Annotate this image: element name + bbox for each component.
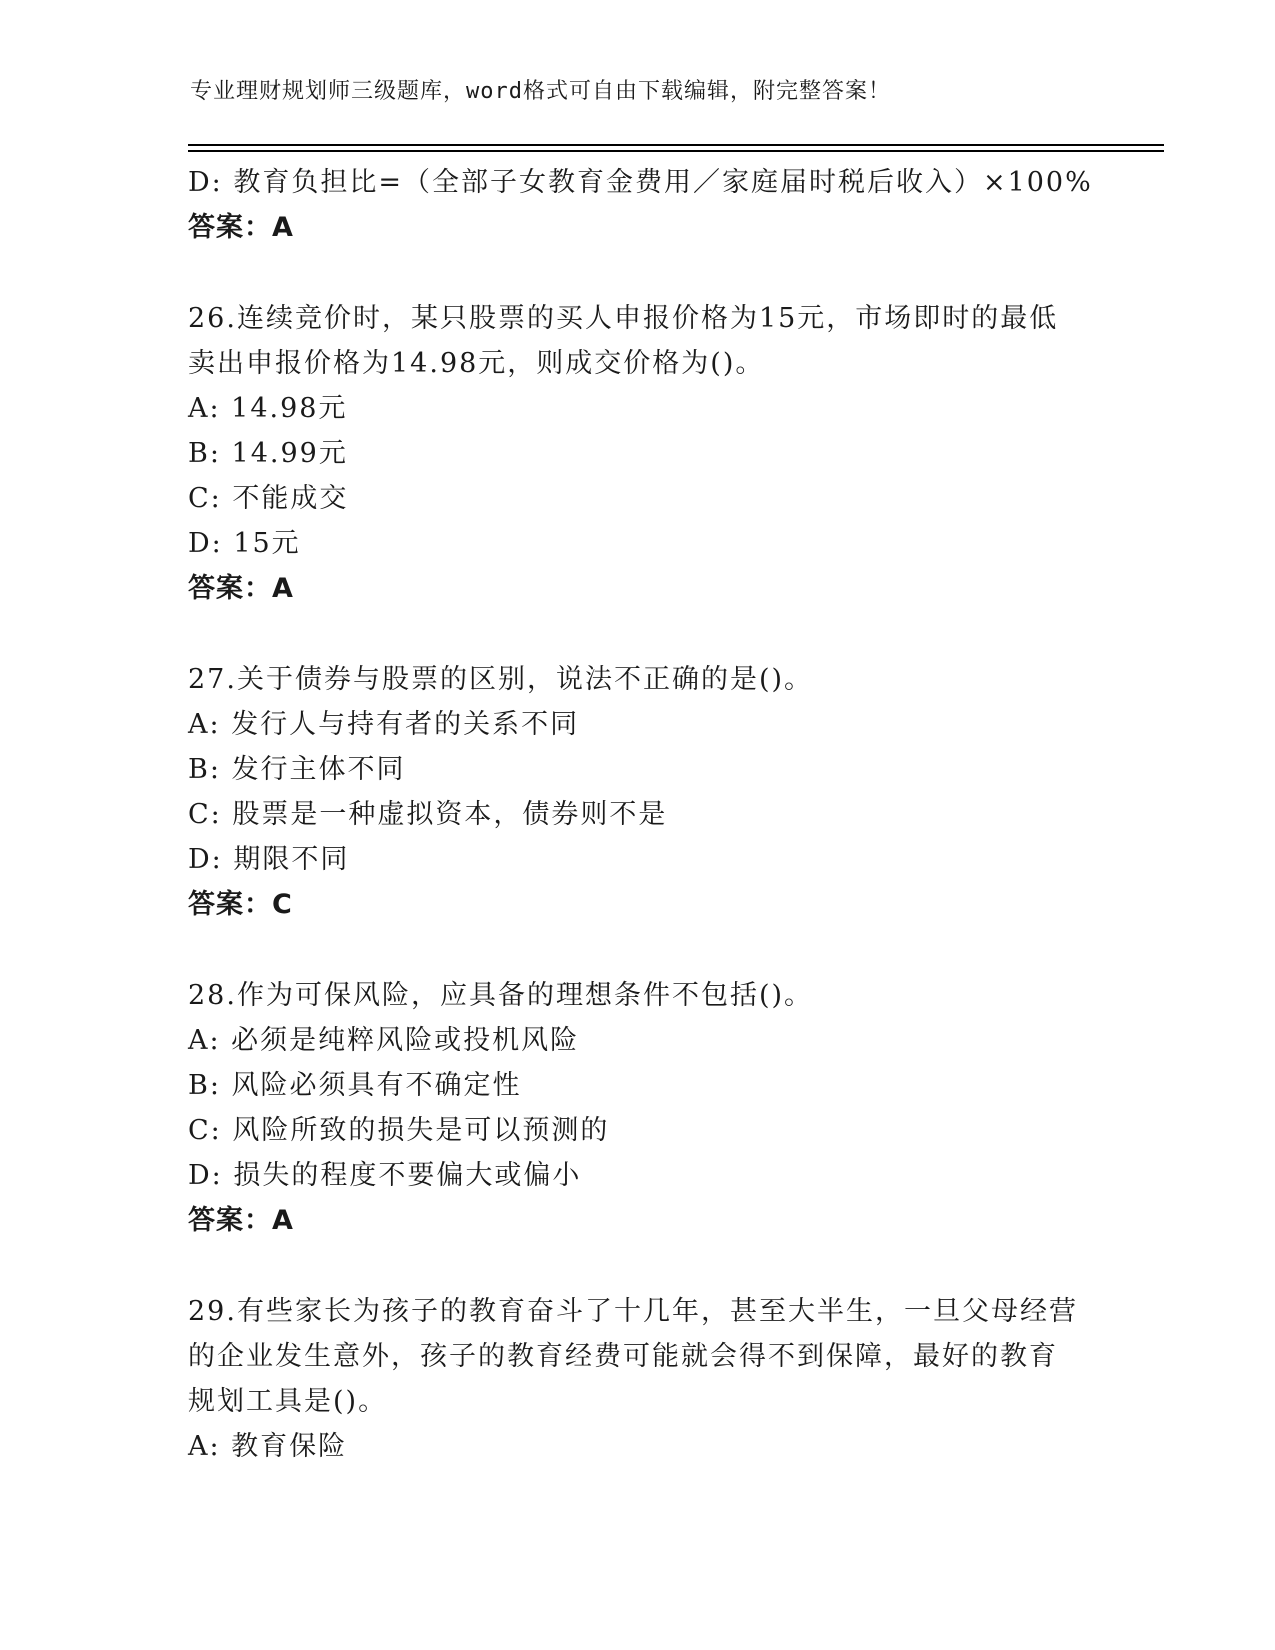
option-c: C: 不能成交 xyxy=(188,483,349,514)
option-c: C: 股票是一种虚拟资本，债券则不是 xyxy=(188,799,668,830)
option-a: A: 14.98元 xyxy=(188,393,348,424)
option-d: D: 损失的程度不要偏大或偏小 xyxy=(188,1160,582,1191)
question-text: 规划工具是()。 xyxy=(188,1386,388,1417)
answer: 答案：C xyxy=(188,889,293,920)
question-29 xyxy=(188,1289,1088,1469)
header-rule-bottom xyxy=(188,150,1164,152)
option-a: A: 教育保险 xyxy=(188,1431,348,1462)
option-a: A: 发行人与持有者的关系不同 xyxy=(188,709,580,740)
question-text: 28.作为可保风险，应具备的理想条件不包括()。 xyxy=(188,980,814,1011)
question-text: 的企业发生意外，孩子的教育经费可能就会得不到保障，最好的教育 xyxy=(188,1341,1058,1372)
page-header: 专业理财规划师三级题库，word格式可自由下载编辑，附完整答案！ xyxy=(190,79,891,104)
header-rule-top xyxy=(188,144,1164,146)
option-d: D: 15元 xyxy=(188,528,301,559)
question-text: 卖出申报价格为14.98元，则成交价格为()。 xyxy=(188,348,765,379)
question-27 xyxy=(188,657,1088,927)
option-d: D: 期限不同 xyxy=(188,844,350,875)
option-d: D: 教育负担比=（全部子女教育金费用／家庭届时税后收入）×100% xyxy=(188,167,1093,198)
option-b: B: 发行主体不同 xyxy=(188,754,406,785)
option-b: B: 风险必须具有不确定性 xyxy=(188,1070,522,1101)
question-text: 29.有些家长为孩子的教育奋斗了十几年，甚至大半生，一旦父母经营 xyxy=(188,1296,1078,1327)
question-content xyxy=(188,160,1093,1469)
question-text: 26.连续竞价时，某只股票的买人申报价格为15元，市场即时的最低 xyxy=(188,303,1059,334)
answer: 答案：A xyxy=(188,573,294,604)
question-28 xyxy=(188,973,1088,1243)
option-c: C: 风险所致的损失是可以预测的 xyxy=(188,1115,610,1146)
question-26 xyxy=(188,296,1088,611)
question-text: 27.关于债券与股票的区别，说法不正确的是()。 xyxy=(188,664,814,695)
answer: 答案：A xyxy=(188,212,294,243)
option-a: A: 必须是纯粹风险或投机风险 xyxy=(188,1025,580,1056)
option-b: B: 14.99元 xyxy=(188,438,348,469)
answer: 答案：A xyxy=(188,1205,294,1236)
